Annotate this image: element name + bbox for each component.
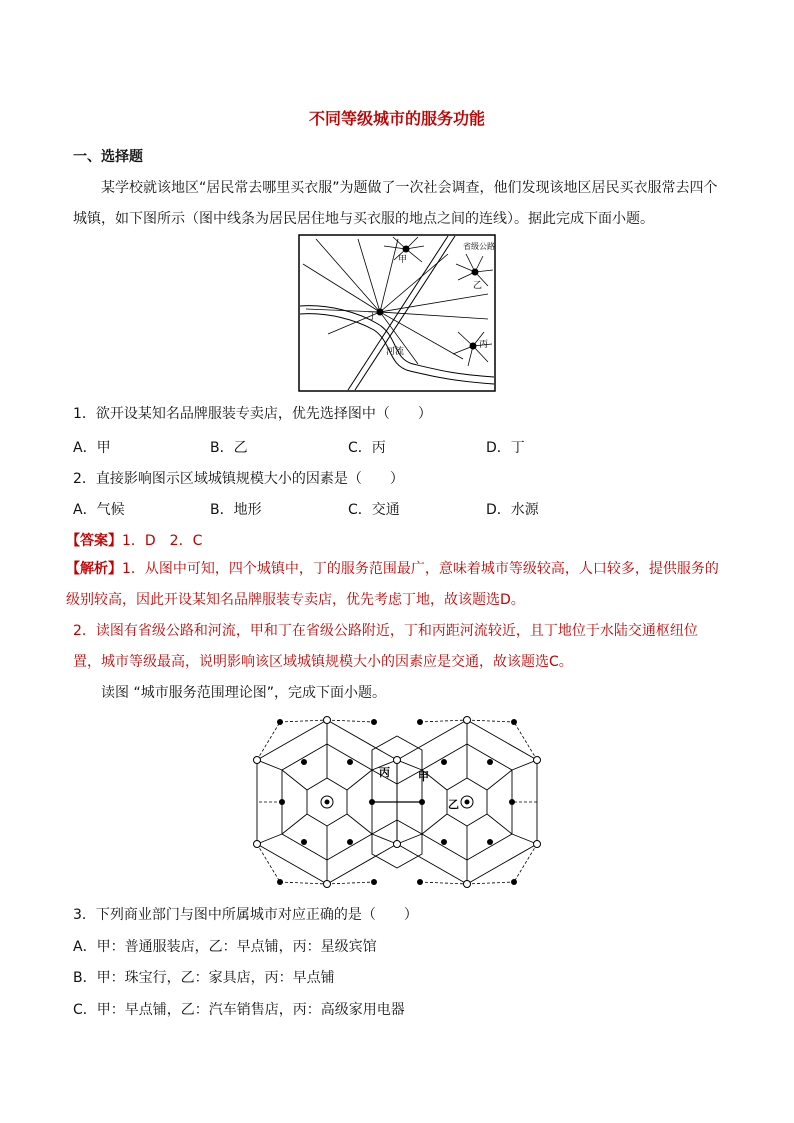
answer-line — [66, 530, 202, 550]
road-label: 省级公路 — [463, 242, 495, 251]
q1-option-d: D．丁 — [486, 440, 525, 456]
q1-option-a: A．甲 — [73, 440, 111, 456]
q1-option-c: C．丙 — [348, 440, 386, 456]
question-2: 2．直接影响图示区域城镇规模大小的因素是（ ） — [73, 471, 404, 487]
q2-option-c: C．交通 — [348, 502, 400, 518]
question-intro-1: 某学校就该地区“居民常去哪里买衣服”为题做了一次社会调查，他们发现该地区居民买衣服常去四个城镇，如下图所示（图中线条为居民居住地与买衣服的地点之间的连线）。据此完成下面小题。 — [73, 180, 718, 227]
analysis-2: 2．读图有省级公路和河流，甲和丁在省级公路附近，丁和丙距河流较近，且丁地位于水陆交通枢纽位置，城市等级最高，说明影响该区域城镇规模大小的因素应是交通，故该题选C。 — [73, 623, 698, 670]
q3-option-a: A．甲：普通服装店，乙：早点铺，丙：星级宾馆 — [73, 939, 377, 955]
town-ding-label: 丁 — [368, 312, 378, 322]
q3-option-b: B．甲：珠宝行，乙：家具店，丙：早点铺 — [73, 970, 335, 986]
figure-town-map — [298, 234, 496, 392]
diagram-jia-label: 甲 — [418, 770, 429, 783]
question-3: 3．下列商业部门与图中所属城市对应正确的是（ ） — [73, 907, 418, 923]
page-title: 不同等级城市的服务功能 — [308, 109, 485, 128]
diagram-yi-label: 乙 — [448, 798, 459, 811]
analysis-1 — [66, 554, 726, 616]
question-1: 1．欲开设某知名品牌服装专卖店，优先选择图中（ ） — [73, 406, 432, 422]
answer-text: 1．D 2．C — [122, 533, 203, 549]
town-bing-label: 丙 — [479, 340, 489, 350]
answer-tag: 【答案】 — [66, 533, 122, 549]
question-intro-2: 读图 “城市服务范围理论图”，完成下面小题。 — [101, 685, 386, 701]
analysis-text-1: 1．从图中可知，四个城镇中，丁的服务范围最广，意味着城市等级较高，人口较多，提供服务的级别较高，因此开设某知名品牌服装专卖店，优先考虑丁地，故该题选D。 — [66, 561, 719, 608]
q2-option-d: D．水源 — [486, 502, 539, 518]
q2-option-b: B．地形 — [210, 502, 262, 518]
q2-option-a: A．气候 — [73, 502, 125, 518]
q3-option-c: C．甲：早点铺，乙：汽车销售店，丙：高级家用电器 — [73, 1002, 405, 1018]
diagram-bing-label: 丙 — [379, 766, 390, 779]
figure-service-range — [252, 716, 542, 888]
section-heading: 一、选择题 — [73, 149, 143, 165]
analysis-tag: 【解析】 — [66, 561, 122, 577]
town-jia-label: 甲 — [398, 255, 408, 265]
river-label: 河流 — [386, 347, 405, 357]
town-yi-label: 乙 — [473, 281, 483, 291]
q1-option-b: B．乙 — [210, 440, 248, 456]
